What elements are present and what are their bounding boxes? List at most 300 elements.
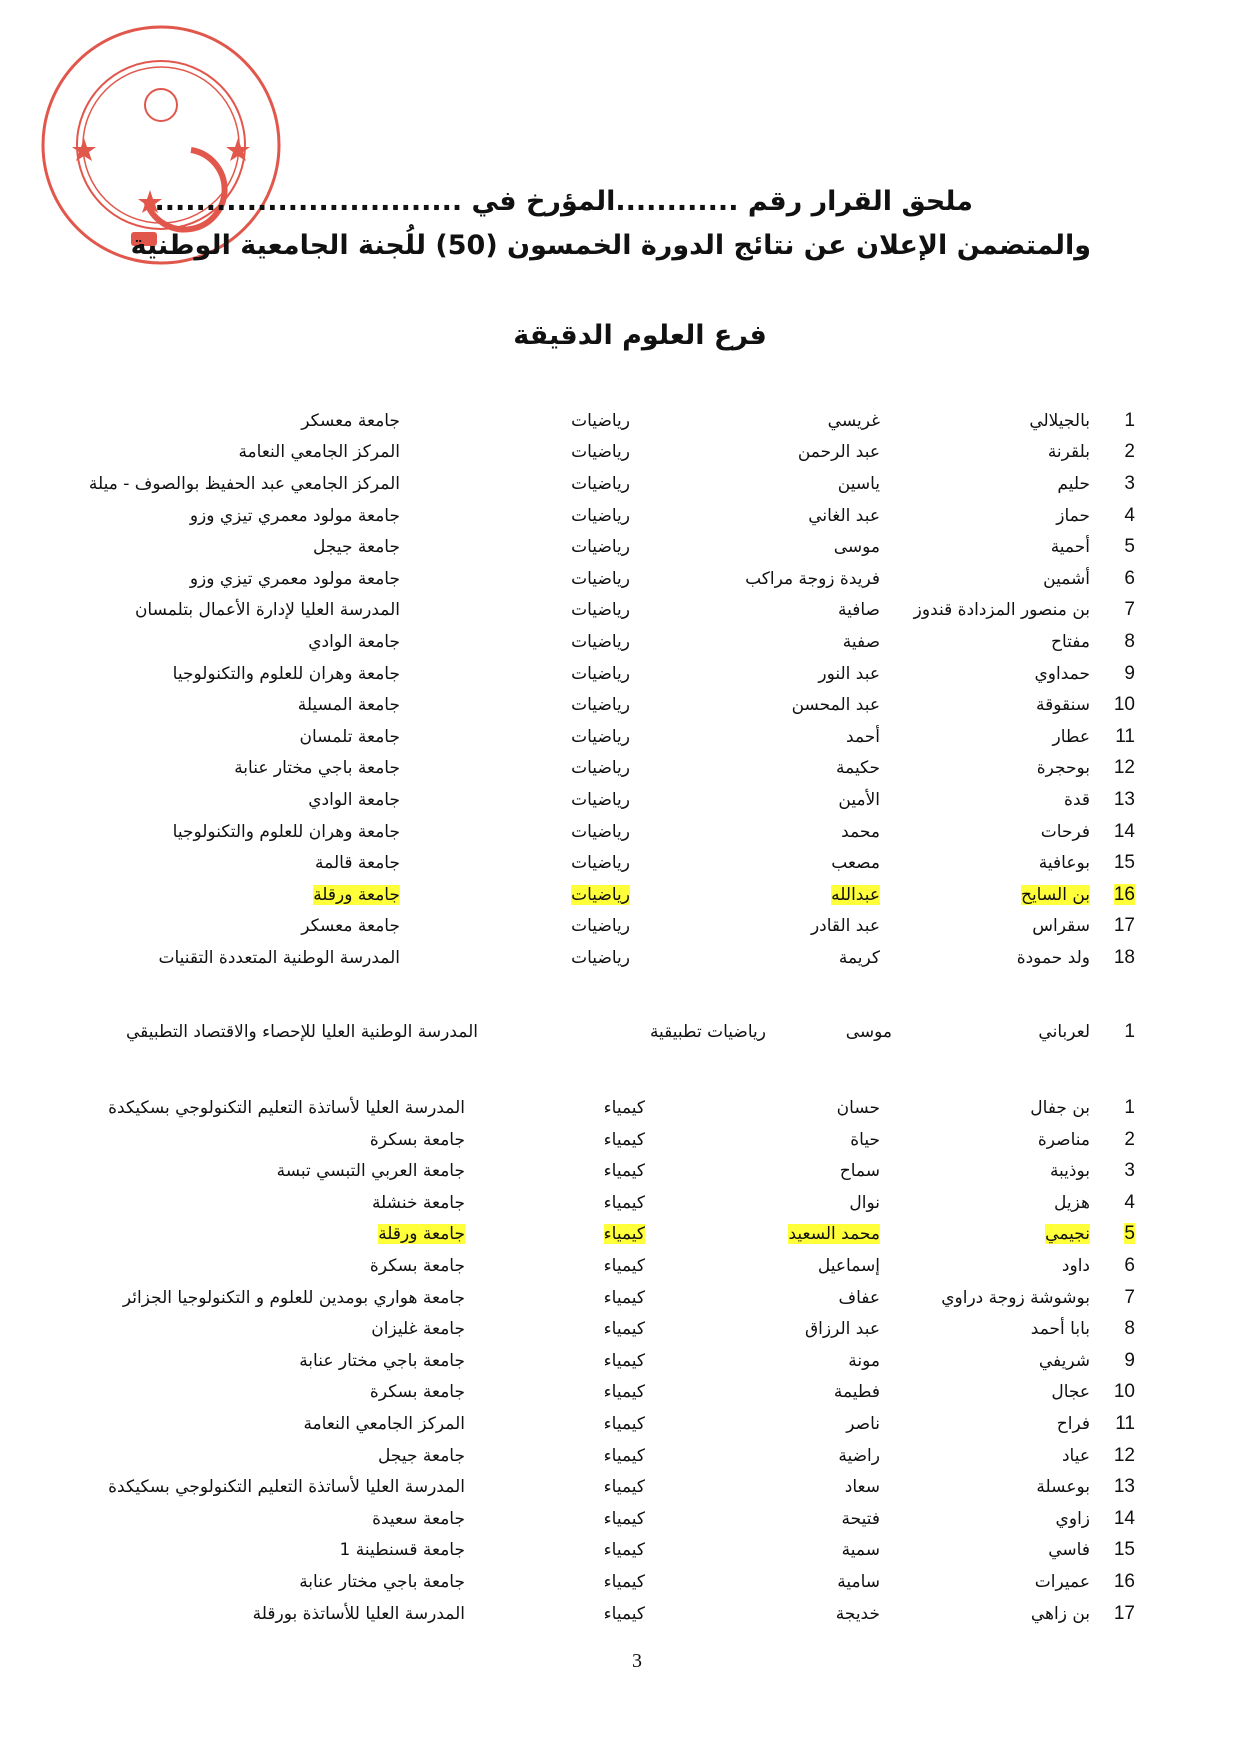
surname-cell-container (880, 1155, 1090, 1187)
table-row (60, 879, 1145, 911)
subject-cell: رياضيات (571, 789, 630, 810)
first-name-cell-container (645, 1092, 880, 1124)
surname-cell-container (880, 1566, 1090, 1598)
subject-cell-container (478, 1017, 766, 1049)
table-row (60, 500, 1145, 532)
university-cell-container (60, 595, 400, 627)
first-name-cell-container (630, 563, 880, 595)
first-name-cell-container (645, 1598, 880, 1630)
surname-cell: بن جفال (1030, 1098, 1090, 1119)
subject-cell-container (465, 1124, 645, 1156)
surname-cell-container (880, 1440, 1090, 1472)
subject-cell: رياضيات (571, 726, 630, 747)
first-name-cell-container (645, 1440, 880, 1472)
first-name-cell-container (645, 1124, 880, 1156)
table-row (60, 658, 1145, 690)
university-cell-container (60, 563, 400, 595)
subject-cell: رياضيات (571, 410, 630, 431)
first-name-cell-container (766, 1017, 892, 1049)
university-cell-container (40, 1503, 465, 1535)
first-name-cell: فطيمة (833, 1382, 880, 1403)
surname-cell: بوشوشة زوجة دراوي (941, 1287, 1090, 1308)
first-name-cell-container (645, 1187, 880, 1219)
first-name-cell: مصعب (831, 853, 880, 874)
table-row (40, 1155, 1145, 1187)
university-cell-container (40, 1282, 465, 1314)
surname-cell: شريفي (1038, 1350, 1090, 1371)
surname-cell: هزيل (1054, 1192, 1090, 1213)
surname-cell-container (880, 405, 1090, 437)
surname-cell-container (880, 1313, 1090, 1345)
university-cell-container (40, 1408, 465, 1440)
first-name-cell: فريدة زوجة مراكب (745, 568, 880, 589)
university-cell-container (40, 1187, 465, 1219)
table-row (40, 1092, 1145, 1124)
surname-cell: سقراس (1032, 916, 1090, 937)
table-row (60, 437, 1145, 469)
subject-cell: رياضيات (571, 631, 630, 652)
first-name-cell: فتيحة (841, 1508, 880, 1529)
table-row (40, 1282, 1145, 1314)
surname-cell: بلقرنة (1047, 442, 1090, 463)
row-number: 14 (1113, 1507, 1135, 1529)
university-cell-container (40, 1219, 465, 1251)
row-number: 2 (1124, 441, 1135, 463)
university-cell: المدرسة الوطنية المتعددة التقنيات (158, 947, 400, 968)
subject-cell: رياضيات (571, 505, 630, 526)
surname-cell: عياد (1061, 1445, 1090, 1466)
university-cell: جامعة بسكرة (369, 1129, 465, 1150)
table-row (40, 1566, 1145, 1598)
row-number-container (1090, 1566, 1145, 1598)
surname-cell: عجال (1051, 1382, 1090, 1403)
university-cell-container (40, 1471, 465, 1503)
first-name-cell: حياة (850, 1129, 880, 1150)
row-number-container (1090, 563, 1145, 595)
table-row (60, 626, 1145, 658)
surname-cell: مناصرة (1037, 1129, 1090, 1150)
row-number-container (1090, 816, 1145, 848)
university-cell-container (40, 1313, 465, 1345)
header-line-2: والمتضمن الإعلان عن نتائج الدورة الخمسون (50) للُجنة الجامعية الوطنية (130, 230, 1091, 261)
subject-cell-container (400, 784, 630, 816)
university-cell-container (60, 405, 400, 437)
row-number: 4 (1124, 1191, 1135, 1213)
university-cell: جامعة مولود معمري تيزي وزو (189, 568, 400, 589)
university-cell-container (40, 1092, 465, 1124)
row-number-container (1090, 1471, 1145, 1503)
university-cell: جامعة معسكر (301, 410, 400, 431)
table-row (60, 721, 1145, 753)
subject-cell: رياضيات (571, 884, 630, 905)
row-number-container (1090, 500, 1145, 532)
surname-cell: حماز (1056, 505, 1090, 526)
first-name-cell: صافية (838, 600, 880, 621)
first-name-cell: محمد (841, 821, 880, 842)
university-cell: جامعة بسكرة (369, 1256, 465, 1277)
first-name-cell: حكيمة (836, 758, 880, 779)
university-cell-container (60, 531, 400, 563)
first-name-cell-container (630, 437, 880, 469)
surname-cell-container (880, 1535, 1090, 1567)
university-cell: جامعة بسكرة (369, 1382, 465, 1403)
row-number: 18 (1113, 946, 1135, 968)
university-cell: جامعة الوادي (308, 631, 400, 652)
first-name-cell-container (645, 1219, 880, 1251)
first-name-cell-container (645, 1566, 880, 1598)
first-name-cell: غريسي (827, 410, 880, 431)
surname-cell-container (880, 1377, 1090, 1409)
surname-cell-container (880, 1187, 1090, 1219)
first-name-cell: ياسين (837, 473, 880, 494)
first-name-cell-container (645, 1345, 880, 1377)
university-cell-container (60, 847, 400, 879)
subject-cell: كيمياء (603, 1350, 645, 1371)
first-name-cell: راضية (838, 1445, 880, 1466)
subject-cell: رياضيات (571, 758, 630, 779)
subject-cell-container (400, 847, 630, 879)
subject-cell-container (400, 658, 630, 690)
surname-cell-container (880, 626, 1090, 658)
surname-cell: حمداوي (1034, 663, 1090, 684)
surname-cell: عطار (1052, 726, 1090, 747)
row-number-container (1090, 437, 1145, 469)
first-name-cell-container (645, 1535, 880, 1567)
surname-cell-container (880, 563, 1090, 595)
chemistry-results-table (40, 1092, 1145, 1629)
subject-cell: كيمياء (603, 1287, 645, 1308)
table-row (40, 1598, 1145, 1630)
university-cell-container (60, 721, 400, 753)
university-cell: المركز الجامعي عبد الحفيظ بوالصوف - ميلة (88, 473, 400, 494)
applied-math-results-table (40, 1017, 1145, 1049)
table-row (40, 1219, 1145, 1251)
row-number: 13 (1113, 1476, 1135, 1498)
subject-cell-container (400, 942, 630, 974)
university-cell: جامعة قالمة (315, 853, 400, 874)
first-name-cell-container (645, 1471, 880, 1503)
subject-cell-container (465, 1535, 645, 1567)
first-name-cell-container (645, 1313, 880, 1345)
surname-cell-container (880, 816, 1090, 848)
first-name-cell-container (630, 468, 880, 500)
surname-cell: زاوي (1055, 1508, 1090, 1529)
surname-cell-container (880, 1092, 1090, 1124)
subject-cell: كيمياء (603, 1540, 645, 1561)
first-name-cell-container (630, 942, 880, 974)
surname-cell: بن زاهي (1030, 1603, 1090, 1624)
subject-cell-container (400, 911, 630, 943)
university-cell-container (60, 911, 400, 943)
row-number: 8 (1124, 1318, 1135, 1340)
subject-cell: كيمياء (603, 1161, 645, 1182)
first-name-cell: الأمين (838, 789, 880, 810)
university-cell: جامعة هواري بومدين للعلوم و التكنولوجيا الجزائر (122, 1287, 465, 1308)
university-cell: جامعة وهران للعلوم والتكنولوجيا (172, 663, 400, 684)
table-row (60, 689, 1145, 721)
table-row (60, 563, 1145, 595)
university-cell-container (60, 468, 400, 500)
row-number-container (1090, 1345, 1145, 1377)
first-name-cell: عبد الغاني (808, 505, 880, 526)
subject-cell-container (465, 1250, 645, 1282)
row-number-container (1090, 753, 1145, 785)
table-row (40, 1471, 1145, 1503)
surname-cell-container (880, 784, 1090, 816)
university-cell-container (60, 942, 400, 974)
subject-cell: رياضيات (571, 821, 630, 842)
subject-cell: رياضيات (571, 537, 630, 558)
subject-cell-container (465, 1503, 645, 1535)
row-number: 9 (1124, 1349, 1135, 1371)
row-number-container (1090, 1155, 1145, 1187)
subject-cell: رياضيات (571, 473, 630, 494)
first-name-cell-container (645, 1155, 880, 1187)
university-cell-container (60, 626, 400, 658)
university-cell-container (40, 1377, 465, 1409)
surname-cell: مفتاح (1051, 631, 1090, 652)
row-number-container (1090, 1282, 1145, 1314)
table-row (40, 1377, 1145, 1409)
surname-cell-container (880, 1503, 1090, 1535)
row-number: 8 (1124, 630, 1135, 652)
surname-cell-container (880, 689, 1090, 721)
first-name-cell: مونة (848, 1350, 880, 1371)
table-row (60, 595, 1145, 627)
subject-cell: رياضيات (571, 853, 630, 874)
row-number-container (1090, 658, 1145, 690)
university-cell: المركز الجامعي النعامة (303, 1414, 465, 1435)
university-cell-container (60, 753, 400, 785)
row-number-container (1090, 942, 1145, 974)
row-number: 16 (1113, 1570, 1135, 1592)
surname-cell-container (880, 468, 1090, 500)
university-cell-container (60, 658, 400, 690)
row-number: 12 (1113, 1444, 1135, 1466)
first-name-cell-container (630, 721, 880, 753)
row-number: 14 (1113, 820, 1135, 842)
subject-cell: كيمياء (603, 1256, 645, 1277)
first-name-cell-container (630, 784, 880, 816)
table-row (40, 1535, 1145, 1567)
subject-cell-container (465, 1377, 645, 1409)
subject-cell-container (465, 1598, 645, 1630)
table-row (60, 405, 1145, 437)
row-number-container (1090, 1250, 1145, 1282)
first-name-cell: عبد القادر (810, 916, 880, 937)
university-cell-container (40, 1598, 465, 1630)
first-name-cell-container (630, 500, 880, 532)
university-cell-container (40, 1345, 465, 1377)
row-number: 3 (1124, 1160, 1135, 1182)
subject-cell: كيمياء (603, 1224, 645, 1245)
university-cell: المدرسة العليا للأساتذة بورقلة (252, 1603, 465, 1624)
university-cell-container (40, 1017, 478, 1049)
surname-cell: بالجيلالي (1029, 410, 1090, 431)
first-name-cell-container (630, 658, 880, 690)
row-number-container (1090, 1187, 1145, 1219)
first-name-cell: سماح (839, 1161, 880, 1182)
university-cell-container (60, 437, 400, 469)
row-number-container (1090, 1377, 1145, 1409)
subject-cell: رياضيات (571, 442, 630, 463)
subject-cell-container (465, 1345, 645, 1377)
surname-cell-container (880, 1408, 1090, 1440)
university-cell: المدرسة العليا لإدارة الأعمال بتلمسان (134, 600, 400, 621)
surname-cell: أشمين (1043, 568, 1090, 589)
subject-cell-container (400, 405, 630, 437)
subject-cell-container (465, 1566, 645, 1598)
surname-cell: قدة (1064, 789, 1090, 810)
row-number-container (1090, 626, 1145, 658)
subject-cell: كيمياء (603, 1192, 645, 1213)
row-number-container (1090, 1219, 1145, 1251)
subject-cell-container (400, 468, 630, 500)
subject-cell-container (465, 1408, 645, 1440)
first-name-cell-container (630, 753, 880, 785)
subject-cell-container (400, 816, 630, 848)
surname-cell: داود (1061, 1256, 1090, 1277)
subject-cell: رياضيات (571, 663, 630, 684)
row-number-container (1090, 468, 1145, 500)
first-name-cell: عبد الرحمن (797, 442, 880, 463)
row-number: 17 (1113, 1602, 1135, 1624)
surname-cell-container (880, 1250, 1090, 1282)
surname-cell-container (880, 500, 1090, 532)
first-name-cell: كريمة (838, 947, 880, 968)
university-cell: المدرسة العليا لأساتذة التعليم التكنولوجي بسكيكدة (108, 1098, 465, 1119)
row-number-container (1090, 1408, 1145, 1440)
first-name-cell: سمية (841, 1540, 880, 1561)
surname-cell: بوذيبة (1049, 1161, 1090, 1182)
row-number: 4 (1124, 504, 1135, 526)
row-number: 15 (1113, 852, 1135, 874)
subject-cell-container (465, 1155, 645, 1187)
university-cell: جامعة مولود معمري تيزي وزو (189, 505, 400, 526)
table-row (40, 1440, 1145, 1472)
first-name-cell: موسى (833, 537, 880, 558)
table-row (60, 847, 1145, 879)
university-cell: جامعة وهران للعلوم والتكنولوجيا (172, 821, 400, 842)
subject-cell: رياضيات (571, 947, 630, 968)
row-number-container (1090, 595, 1145, 627)
subject-cell-container (400, 437, 630, 469)
university-cell: جامعة ورقلة (313, 884, 400, 905)
surname-cell-container (880, 531, 1090, 563)
university-cell-container (60, 784, 400, 816)
surname-cell-container (880, 658, 1090, 690)
table-row (60, 531, 1145, 563)
row-number-container (1090, 1503, 1145, 1535)
university-cell: المدرسة العليا لأساتذة التعليم التكنولوجي بسكيكدة (108, 1477, 465, 1498)
first-name-cell: حسان (836, 1098, 880, 1119)
subject-cell-container (465, 1313, 645, 1345)
first-name-cell: سعاد (844, 1477, 880, 1498)
surname-cell: بوعسلة (1036, 1477, 1090, 1498)
row-number: 1 (1124, 1097, 1135, 1119)
university-cell: جامعة باجي مختار عنابة (299, 1571, 465, 1592)
subject-cell: رياضيات (571, 568, 630, 589)
table-row (60, 911, 1145, 943)
surname-cell: عميرات (1034, 1571, 1090, 1592)
university-cell: جامعة قسنطينة 1 (339, 1540, 465, 1561)
subject-cell: كيمياء (603, 1445, 645, 1466)
table-row (40, 1345, 1145, 1377)
university-cell-container (40, 1535, 465, 1567)
table-row (60, 784, 1145, 816)
row-number-container (1090, 531, 1145, 563)
surname-cell: فراح (1056, 1414, 1090, 1435)
subject-cell-container (465, 1219, 645, 1251)
row-number: 5 (1124, 536, 1135, 558)
surname-cell-container (880, 911, 1090, 943)
surname-cell-container (880, 1124, 1090, 1156)
subject-cell-container (400, 500, 630, 532)
subject-cell-container (400, 689, 630, 721)
surname-cell-container (880, 1345, 1090, 1377)
table-row (40, 1313, 1145, 1345)
row-number: 16 (1113, 883, 1135, 905)
subject-cell: كيمياء (603, 1414, 645, 1435)
subject-cell: رياضيات (571, 695, 630, 716)
table-row (40, 1408, 1145, 1440)
subject-cell-container (465, 1471, 645, 1503)
first-name-cell: أحمد (846, 726, 880, 747)
row-number: 1 (1124, 1021, 1135, 1043)
first-name-cell: موسى (845, 1022, 892, 1043)
row-number: 11 (1115, 1413, 1135, 1435)
university-cell: جامعة جيجل (312, 537, 400, 558)
row-number-container (1090, 405, 1145, 437)
university-cell-container (60, 879, 400, 911)
surname-cell: فاسي (1048, 1540, 1090, 1561)
university-cell: جامعة غليزان (371, 1319, 465, 1340)
surname-cell: بابا أحمد (1030, 1319, 1090, 1340)
university-cell-container (60, 500, 400, 532)
row-number-container (1090, 1092, 1145, 1124)
subject-cell: رياضيات (571, 600, 630, 621)
surname-cell-container (880, 942, 1090, 974)
row-number-container (1090, 847, 1145, 879)
surname-cell-container (880, 847, 1090, 879)
table-row (60, 816, 1145, 848)
table-row (40, 1017, 1145, 1049)
first-name-cell-container (630, 626, 880, 658)
subject-cell-container (400, 721, 630, 753)
university-cell-container (40, 1440, 465, 1472)
surname-cell-container (880, 1219, 1090, 1251)
subject-cell: كيمياء (603, 1098, 645, 1119)
surname-cell: أحمية (1050, 537, 1090, 558)
first-name-cell-container (630, 531, 880, 563)
row-number-container (1090, 1535, 1145, 1567)
subject-cell: كيمياء (603, 1571, 645, 1592)
first-name-cell-container (645, 1377, 880, 1409)
surname-cell: بوعافية (1038, 853, 1090, 874)
first-name-cell: إسماعيل (817, 1256, 880, 1277)
first-name-cell-container (630, 911, 880, 943)
first-name-cell: عفاف (838, 1287, 880, 1308)
subject-cell-container (400, 626, 630, 658)
surname-cell-container (880, 1598, 1090, 1630)
surname-cell-container (880, 753, 1090, 785)
university-cell: جامعة معسكر (301, 916, 400, 937)
university-cell-container (40, 1566, 465, 1598)
university-cell-container (40, 1124, 465, 1156)
row-number: 15 (1113, 1539, 1135, 1561)
first-name-cell: عبد النور (818, 663, 880, 684)
first-name-cell: صفية (842, 631, 880, 652)
